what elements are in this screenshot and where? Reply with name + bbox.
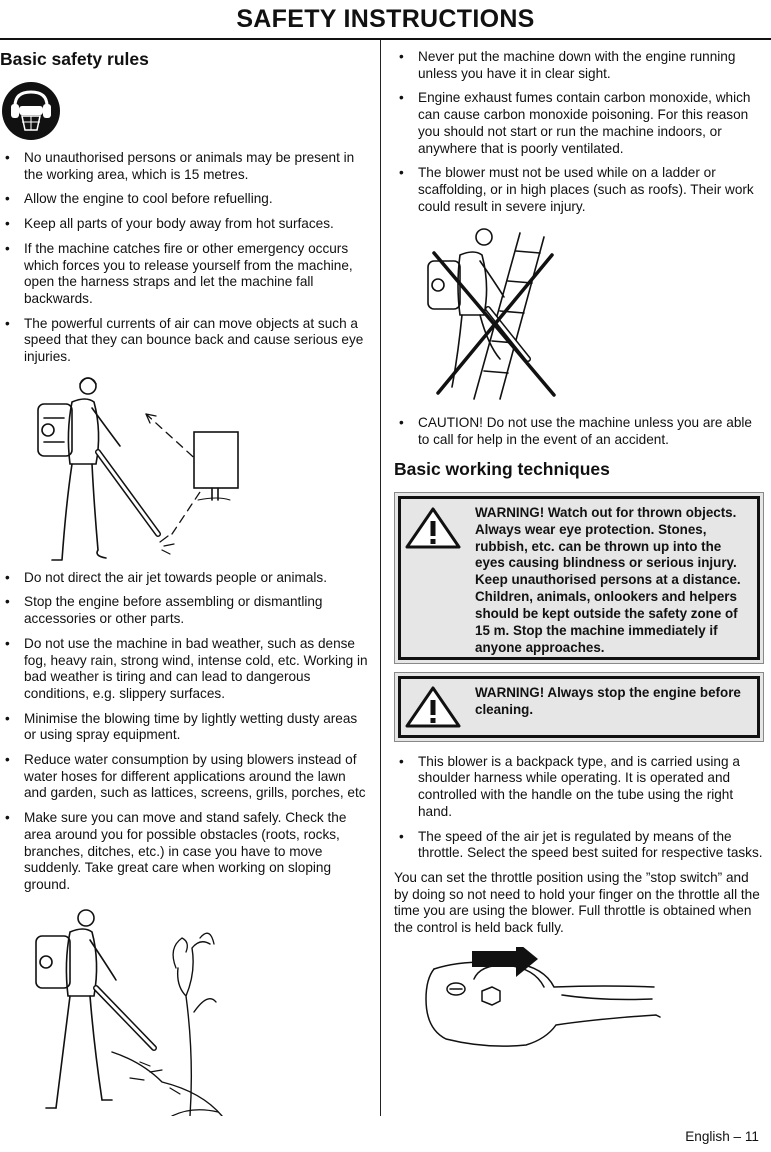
list-item: • If the machine catches fire or other emergency occurs which forces you to release yourself from the machine, open the harness straps and let the machine fall backwards. [0, 241, 368, 308]
page-header [0, 0, 771, 40]
list-item: • The speed of the air jet is regulated by means of the throttle. Select the speed best suited for respective tasks. [394, 829, 764, 862]
page-footer: English – 11 [685, 1129, 759, 1144]
throttle-handle-illustration [394, 947, 764, 1057]
warning-box-stop-engine [394, 672, 764, 742]
throttle-paragraph: You can set the throttle position using the ”stop switch” and by doing so not need to hold your finger on the throttle all the time you are using the blower. Full throttle is obtained when the control is held back fully. [394, 869, 760, 936]
list-item: • Do not direct the air jet towards people or animals. [0, 570, 368, 587]
list-item: • Keep all parts of your body away from hot surfaces. [0, 216, 368, 233]
list-item: • Do not use the machine in bad weather, such as dense fog, heavy rain, strong wind, intense cold, etc. Working in bad weather is tiring and can lead to dangerous conditions, e.g. slippery surfaces. [0, 636, 368, 703]
ladder-prohibited-illustration [394, 223, 764, 401]
warning-triangle-icon [405, 686, 461, 733]
blower-sloping-ground-illustration [0, 902, 368, 1116]
working-techniques-list [394, 754, 764, 862]
safety-rules-list-1 [0, 150, 368, 366]
list-item: • Stop the engine before assembling or dismantling accessories or other parts. [0, 594, 368, 627]
list-item: • Allow the engine to cool before refuelling. [0, 191, 368, 208]
blower-debris-illustration [0, 374, 368, 562]
list-item: • The blower must not be used while on a ladder or scaffolding, or in high places (such as roofs). Their work could result in severe injury. [394, 165, 764, 215]
basic-working-techniques-heading: Basic working techniques [394, 458, 610, 479]
warning-text-thrown-objects: WARNING! Watch out for thrown objects. Always wear eye protection. Stones, rubbish, etc. can be thrown up into the eyes causing blindness or serious injury. Keep unauthorised persons at a distance. Children, animals, onlookers and helpers should be kept outside the safety zone of 15 m. Stop the machine immediately if anyone approaches. [475, 504, 741, 655]
list-item: • This blower is a backpack type, and is carried using a shoulder harness while operating. It is operated and controlled with the handle on the tube using the right hand. [394, 754, 764, 821]
left-column [0, 40, 368, 1116]
warning-box-thrown-objects [394, 492, 764, 664]
right-column [394, 40, 764, 1057]
ear-eye-protection-icon [2, 82, 60, 140]
caution-list [394, 415, 764, 448]
list-item: • No unauthorised persons or animals may be present in the working area, which is 15 metres. [0, 150, 368, 183]
list-item: • Never put the machine down with the engine running unless you have it in clear sight. [394, 49, 764, 82]
column-divider [380, 40, 381, 1116]
list-item: • Engine exhaust fumes contain carbon monoxide, which can cause carbon monoxide poisoning. For this reason you should not start or run the machine indoors, or anywhere that is poorly ventilated. [394, 90, 764, 157]
safety-rules-list-3 [394, 49, 764, 215]
list-item: • The powerful currents of air can move objects at such a speed that they can bounce back and cause serious eye injuries. [0, 316, 368, 366]
list-item: • Make sure you can move and stand safely. Check the area around you for possible obstacles (roots, rocks, branches, ditches, etc.) in case you have to move suddenly. Take great care when working on sloping ground. [0, 810, 368, 894]
list-item: • Reduce water consumption by using blowers instead of water hoses for different applications around the lawn and garden, such as lattices, screens, grills, porches, etc [0, 752, 368, 802]
list-item: • CAUTION! Do not use the machine unless you are able to call for help in the event of an accident. [394, 415, 764, 448]
warning-triangle-icon [405, 507, 461, 554]
page-title: SAFETY INSTRUCTIONS [236, 5, 535, 33]
list-item: • Minimise the blowing time by lightly wetting dusty areas or using spray equipment. [0, 711, 368, 744]
warning-text-stop-engine: WARNING! Always stop the engine before cleaning. [475, 684, 741, 717]
safety-rules-list-2 [0, 570, 368, 894]
basic-safety-rules-heading: Basic safety rules [0, 49, 149, 69]
